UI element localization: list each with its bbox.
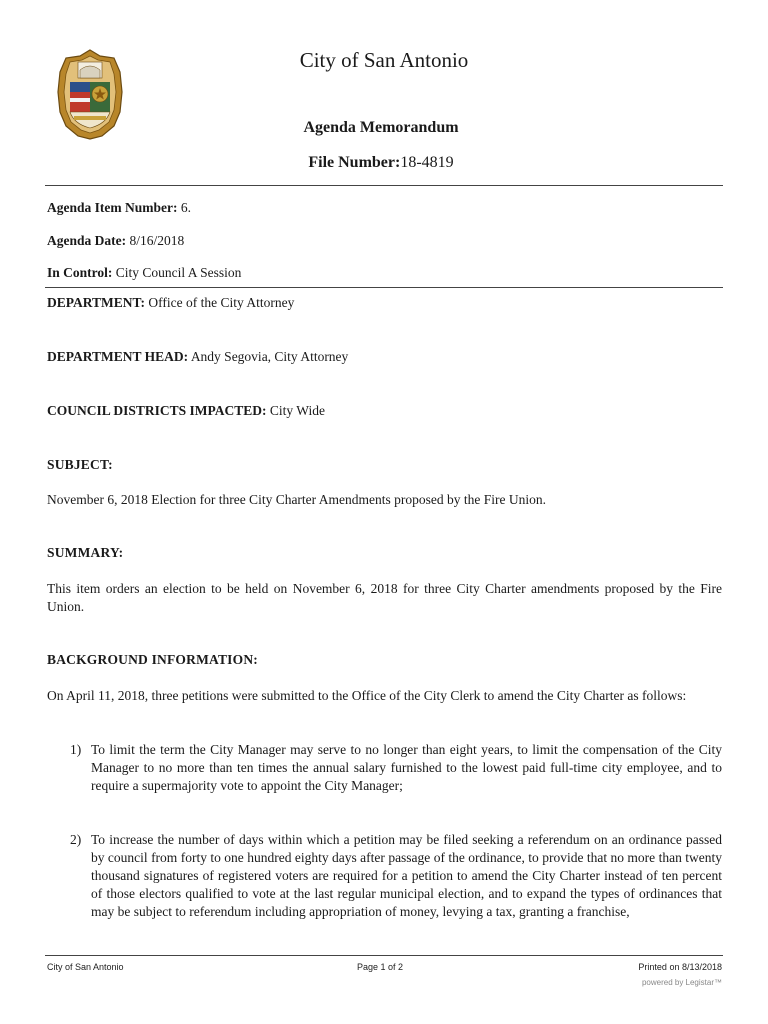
- department-head-row: [47, 349, 348, 365]
- council-districts-label: COUNCIL DISTRICTS IMPACTED:: [47, 403, 267, 418]
- list-item-number: 1): [70, 742, 82, 757]
- background-intro: On April 11, 2018, three petitions were submitted to the Office of the City Clerk to amend the City Charter as follows:: [47, 688, 687, 703]
- footer-page-number: Page 1 of 2: [357, 962, 404, 972]
- list-item-text: To limit the term the City Manager may serve to no longer than eight years, to limit the compensation of the City Manager to no more than ten times the annual salary furnished to the lowest paid full-time city employee, and to require a supermajority vote to appoint the City Manager;: [91, 742, 722, 793]
- header-divider: [45, 185, 723, 186]
- department-head-value: Andy Segovia, City Attorney: [190, 349, 349, 364]
- agenda-item-row: [47, 200, 191, 216]
- council-districts-value: City Wide: [269, 403, 326, 418]
- in-control-row: [47, 265, 241, 281]
- file-number-label: File Number:: [308, 154, 401, 171]
- list-item-text: To increase the number of days within which a petition may be filed seeking a referendum on an ordinance passed by council from forty to one hundred eighty days after passage of the ordinance, to provide that no more than twenty thousand signatures of registered voters are required for a petition to amend the City Charter instead of ten percent of those electors qualified to vote at the last regular municipal election, and to expand the types of ordinances that may be subject to referendum including appropriation of money, levying a tax, granting a franchise,: [91, 832, 722, 919]
- department-value: Office of the City Attorney: [148, 295, 295, 310]
- agenda-item-value: 6.: [180, 200, 191, 215]
- agenda-date-label: Agenda Date:: [47, 233, 127, 248]
- subject-text: November 6, 2018 Election for three City Charter Amendments proposed by the Fire Union.: [47, 492, 547, 507]
- footer-divider: [45, 955, 723, 956]
- summary-heading: SUMMARY:: [47, 545, 124, 560]
- file-number-line: [0, 154, 762, 172]
- department-label: DEPARTMENT:: [47, 295, 146, 310]
- list-item-number: 2): [70, 832, 82, 847]
- background-heading: BACKGROUND INFORMATION:: [47, 652, 258, 667]
- agenda-date-row: [47, 233, 184, 249]
- meta-divider: [45, 287, 723, 288]
- powered-by-legistar: powered by Legistar™: [641, 978, 722, 987]
- agenda-item-label: Agenda Item Number:: [47, 200, 178, 215]
- city-title: City of San Antonio: [299, 48, 469, 72]
- list-item: [70, 741, 722, 795]
- footer-printed-date: Printed on 8/13/2018: [638, 962, 722, 972]
- memo-title: Agenda Memorandum: [303, 119, 459, 136]
- footer-city: City of San Antonio: [47, 962, 124, 972]
- list-item: [70, 831, 722, 921]
- subject-heading: SUBJECT:: [47, 457, 113, 472]
- department-head-label: DEPARTMENT HEAD:: [47, 349, 189, 364]
- agenda-date-value: 8/16/2018: [129, 233, 185, 248]
- file-number-value: 18-4819: [400, 154, 454, 171]
- department-row: [47, 295, 294, 311]
- in-control-value: City Council A Session: [115, 265, 242, 280]
- in-control-label: In Control:: [47, 265, 113, 280]
- council-districts-row: [47, 403, 325, 419]
- summary-text: This item orders an election to be held on November 6, 2018 for three City Charter amendments proposed by the Fire Union.: [47, 581, 722, 614]
